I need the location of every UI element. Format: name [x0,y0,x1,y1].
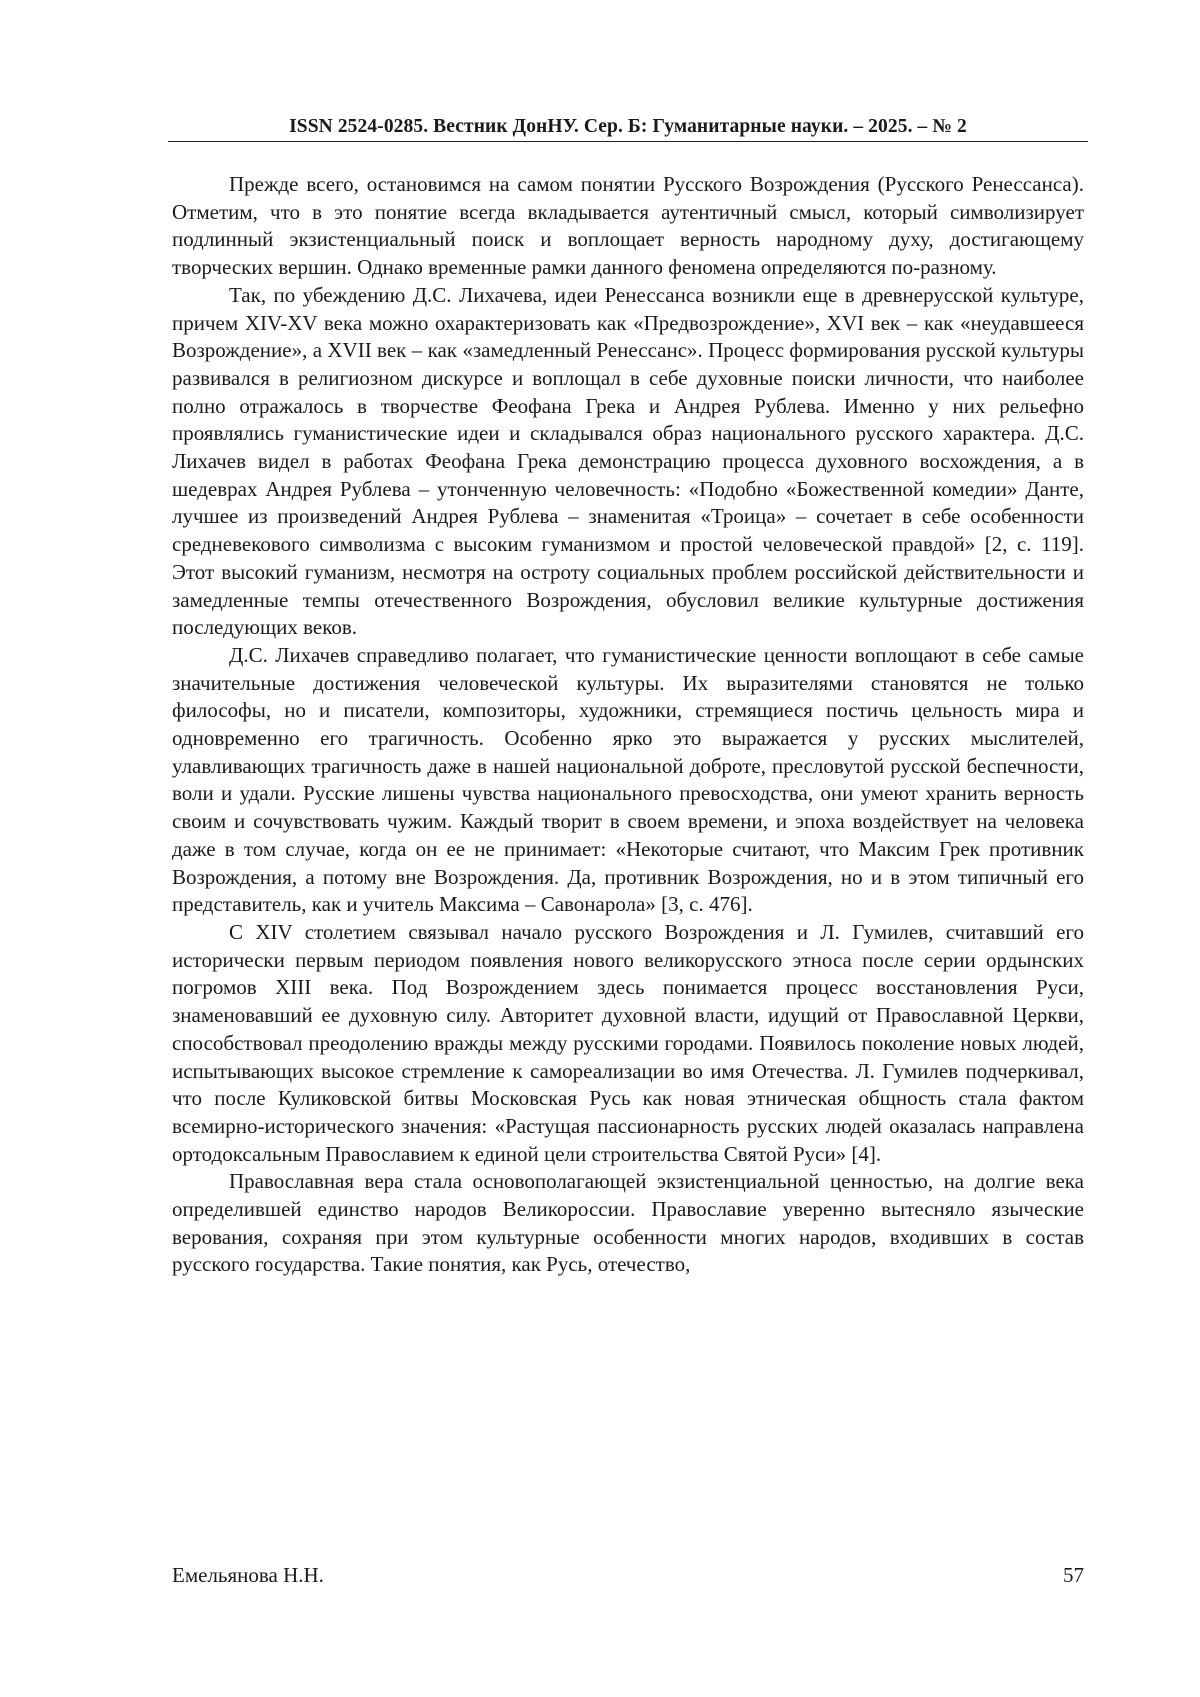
article-body [172,171,1084,1279]
paragraph-4: С XIV столетием связывал начало русского Возрождения и Л. Гумилев, считавший его исторически первым периодом появления нового великорусского этноса после серии ордынских погромов XIII века. Под Возрождением здесь понимается процесс восстановления Руси, знаменовавший ее духовную силу. Авторитет духовной власти, идущий от Православной Церкви, способствовал преодолению вражды между русскими городами. Появилось поколение новых людей, испытывающих высокое стремление к самореализации во имя Отечества. Л. Гумилев подчеркивал, что после Куликовской битвы Московская Русь как новая этническая общность стала фактом всемирно-исторического значения: «Растущая пассионарность русских людей оказалась направлена ортодоксальным Православием к единой цели строительства Святой Руси» [4]. [172,919,1084,1166]
page-number: 57 [1063,1563,1084,1587]
paragraph-2: Так, по убеждению Д.С. Лихачева, идеи Ренессанса возникли еще в древнерусской культуре, причем XIV-XV века можно охарактеризовать как «Предвозрождение», XVI век – как «неудавшееся Возрождение», а XVII век – как «замедленный Ренессанс». Процесс формирования русской культуры развивался в религиозном дискурсе и воплощал в себе духовные поиски личности, что наиболее полно отражалось в творчестве Феофана Грека и Андрея Рублева. Именно у них рельефно проявлялись гуманистические идеи и складывался образ национального русского характера. Д.С. Лихачев видел в работах Феофана Грека демонстрацию процесса духовного восхождения, а в шедеврах Андрея Рублева – утонченную человечность: «Подобно «Божественной комедии» Данте, лучшее из произведений Андрея Рублева – знаменитая «Троица» – сочетает в себе особенности средневекового символизма с высоким гуманизмом и простой человеческой правдой» [2, с. 119]. Этот высокий гуманизм, несмотря на остроту социальных проблем российской действительности и замедленные темпы отечественного Возрождения, обусловил великие культурные достижения последующих веков. [172,282,1084,640]
paragraph-1: Прежде всего, остановимся на самом понятии Русского Возрождения (Русского Ренессанса). Отметим, что в это понятие всегда вкладывается аутентичный смысл, который символизирует подлинный экзистенциальный поиск и воплощает верность народному духу, достигающему творческих вершин. Однако временные рамки данного феномена определяются по-разному. [172,172,1084,280]
paragraph-5: Православная вера стала основополагающей экзистенциальной ценностью, на долгие века определившей единство народов Великороссии. Православие уверенно вытесняло языческие верования, сохраняя при этом культурные особенности многих народов, входивших в состав русского государства. Такие понятия, как Русь, отечество, [172,1169,1084,1277]
footer-author: Емельянова Н.Н. [172,1563,324,1587]
paragraph-3: Д.С. Лихачев справедливо полагает, что гуманистические ценности воплощают в себе самые значительные достижения человеческой культуры. Их выразителями становятся не только философы, но и писатели, композиторы, художники, стремящиеся постичь цельность мира и одновременно его трагичность. Особенно ярко это выражается у русских мыслителей, улавливающих трагичность даже в нашей национальной доброте, пресловутой русской беспечности, воли и удали. Русские лишены чувства национального превосходства, они умеют хранить верность своим и сочувствовать чужим. Каждый творит в своем времени, и эпоха воздействует на человека даже в том случае, когда он ее не принимает: «Некоторые считают, что Максим Грек противник Возрождения, а потому вне Возрождения. Да, противник Возрождения, но и в этом типичный его представитель, как и учитель Максима – Савонарола» [3, с. 476]. [172,642,1084,917]
header-rule [168,141,1088,142]
running-header: ISSN 2524-0285. Вестник ДонНУ. Сер. Б: Гуманитарные науки. – 2025. – № 2 [289,116,967,137]
